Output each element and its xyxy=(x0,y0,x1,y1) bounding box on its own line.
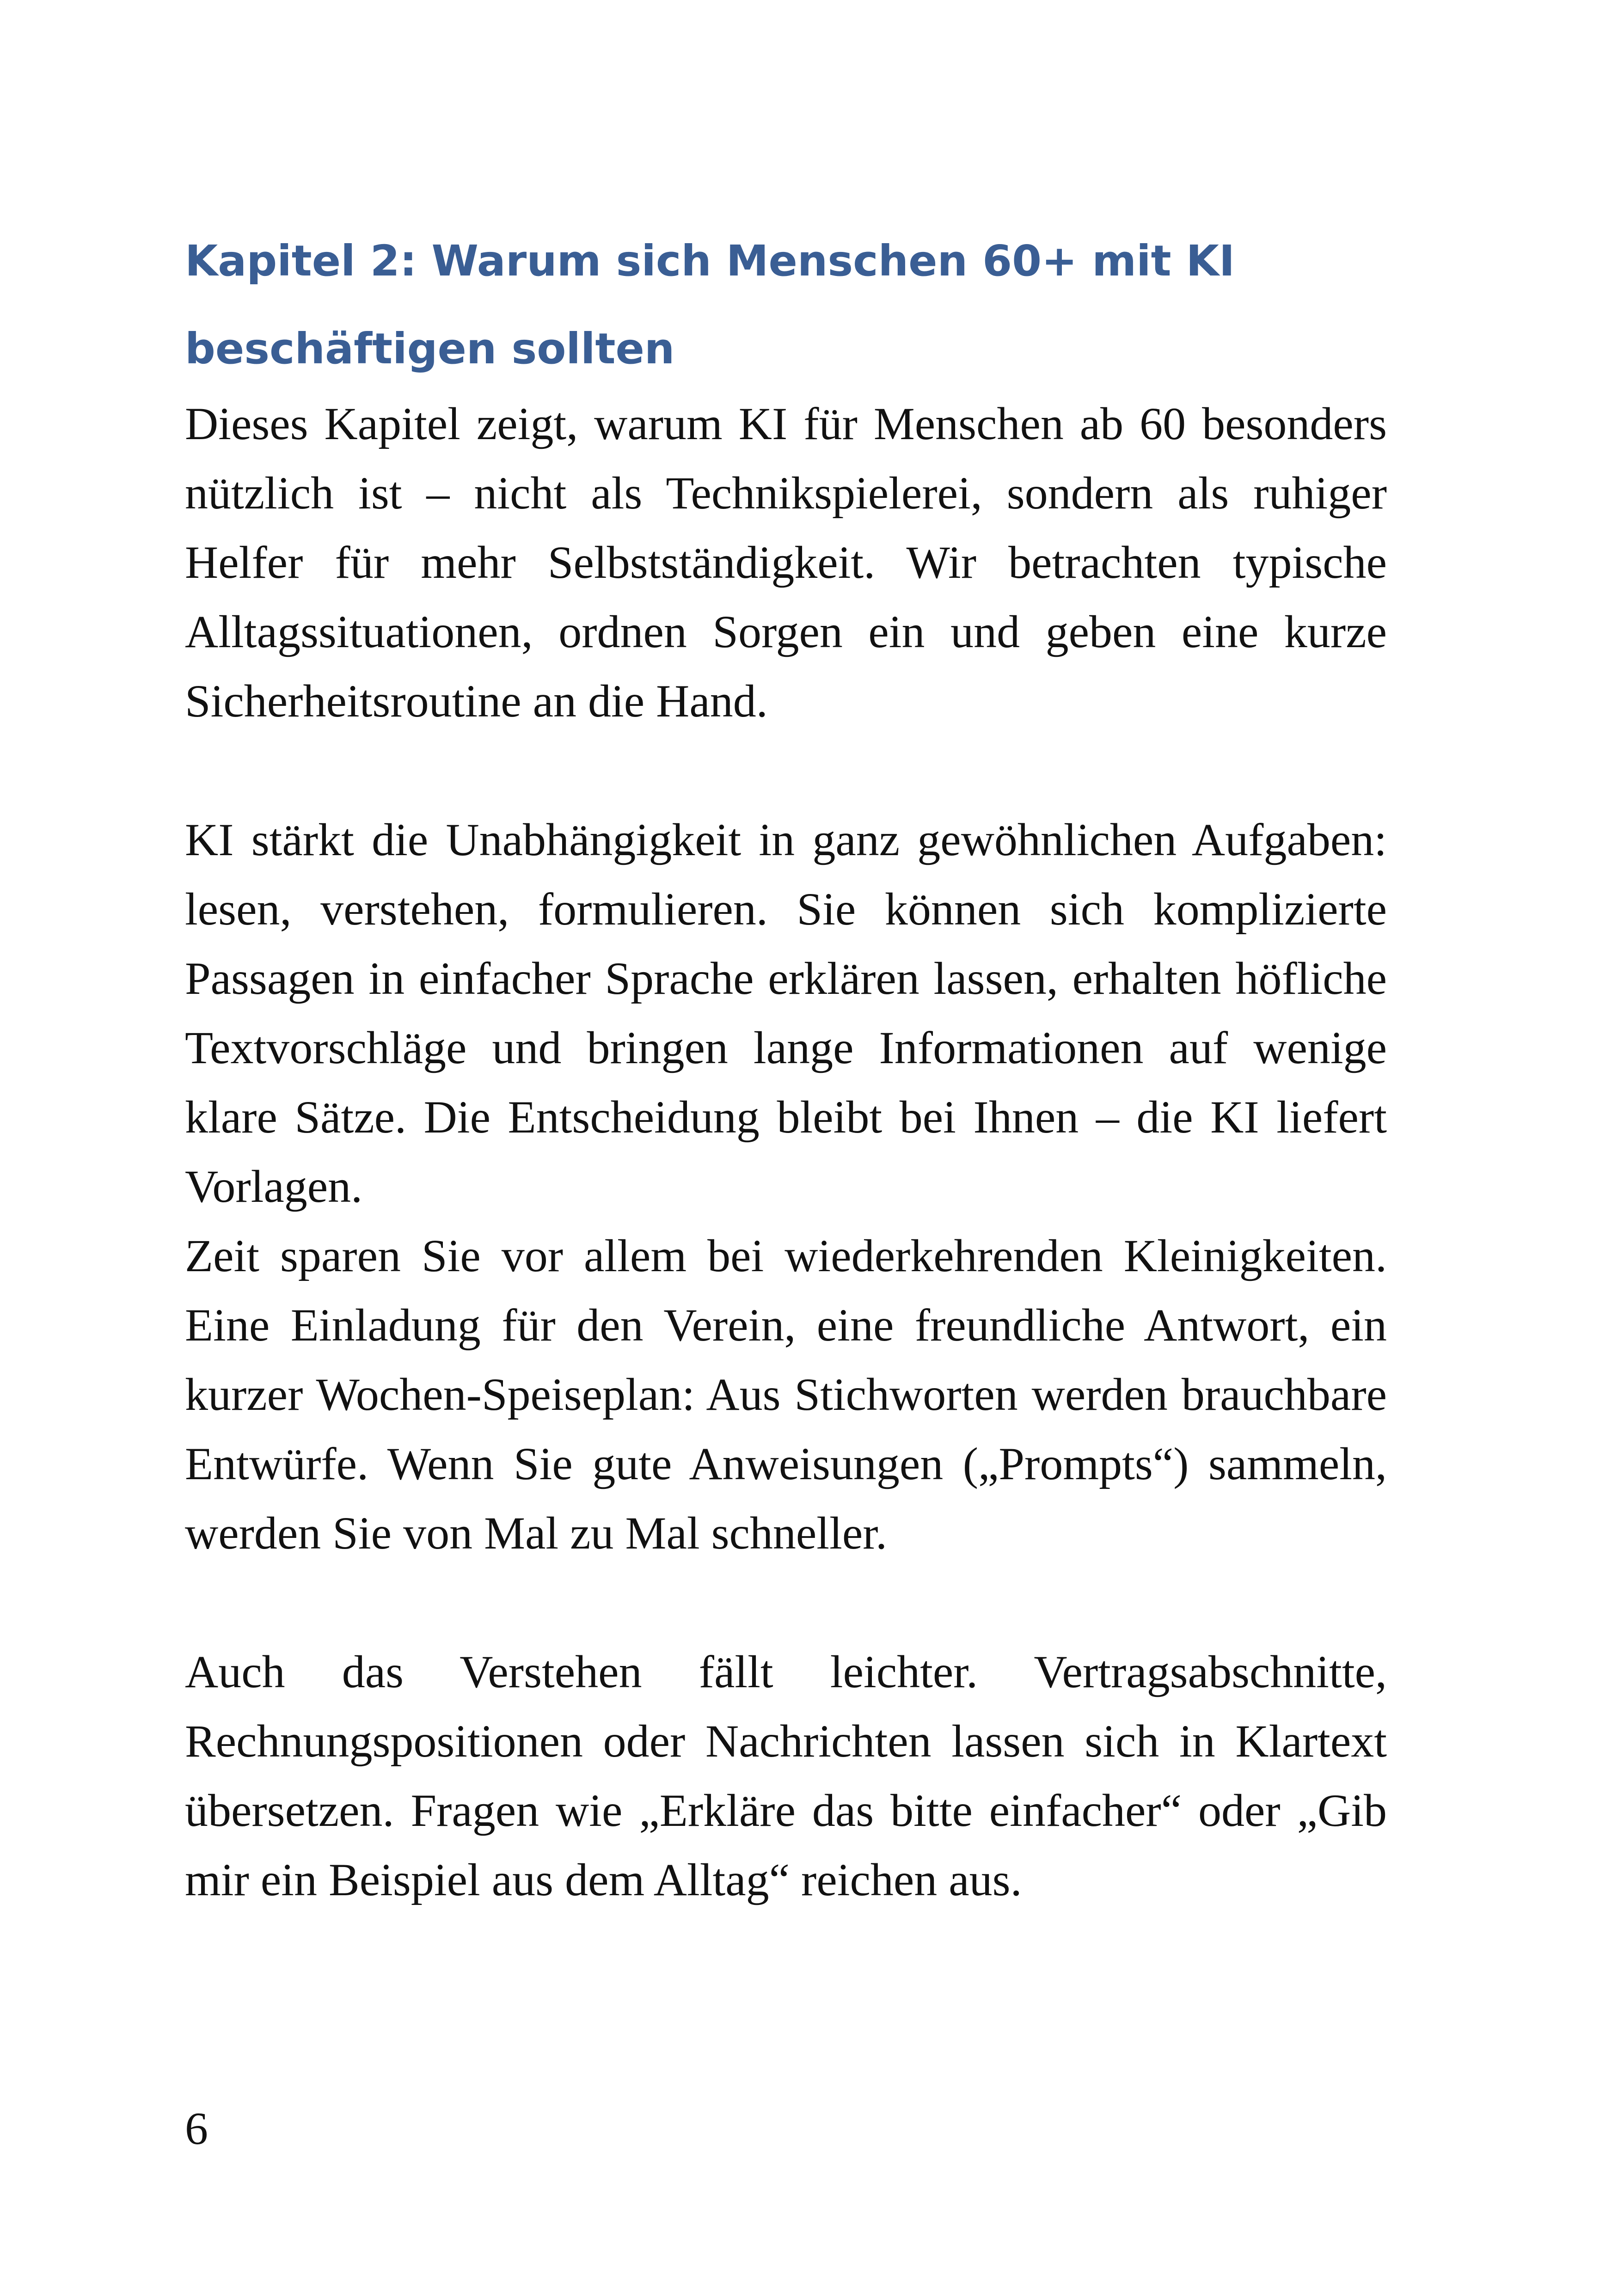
paragraph-independence: KI stärkt die Unabhängigkeit in ganz gewöhnlichen Aufgaben: lesen, verstehen, formulieren. Sie können sich komplizierte Passagen in einfacher Sprache erklären lassen, erhalten höfliche Textvorschläge und bringen lange Informationen auf wenige klare Sätze. Die Entscheidung bleibt bei Ihnen – die KI liefert Vorlagen. xyxy=(185,814,1387,1212)
chapter-title: Kapitel 2: Warum sich Menschen 60+ mit KI beschäftigen sollten xyxy=(185,236,1235,373)
paragraph-understanding: Auch das Verstehen fällt leichter. Vertragsabschnitte, Rechnungspositionen oder Nachrichten lassen sich in Klartext übersetzen. Fragen wie „Erkläre das bitte einfacher“ oder „Gib mir ein Beispiel aus dem Alltag“ reichen aus. xyxy=(185,1646,1387,1905)
page-number: 6 xyxy=(185,2103,208,2154)
paragraph-intro: Dieses Kapitel zeigt, warum KI für Menschen ab 60 besonders nützlich ist – nicht als Technikspielerei, sondern als ruhiger Helfer für mehr Selbstständigkeit. Wir betrachten typische Alltagssituationen, ordnen Sorgen ein und geben eine kurze Sicherheitsroutine an die Hand. xyxy=(185,398,1387,727)
paragraph-time-saving: Zeit sparen Sie vor allem bei wiederkehrenden Kleinigkeiten. Eine Einladung für den Verein, eine freundliche Antwort, ein kurzer Wochen-Speiseplan: Aus Stichworten werden brauchbare Entwürfe. Wenn Sie gute Anweisungen („Prompts“) sammeln, werden Sie von Mal zu Mal schneller. xyxy=(185,1230,1387,1559)
